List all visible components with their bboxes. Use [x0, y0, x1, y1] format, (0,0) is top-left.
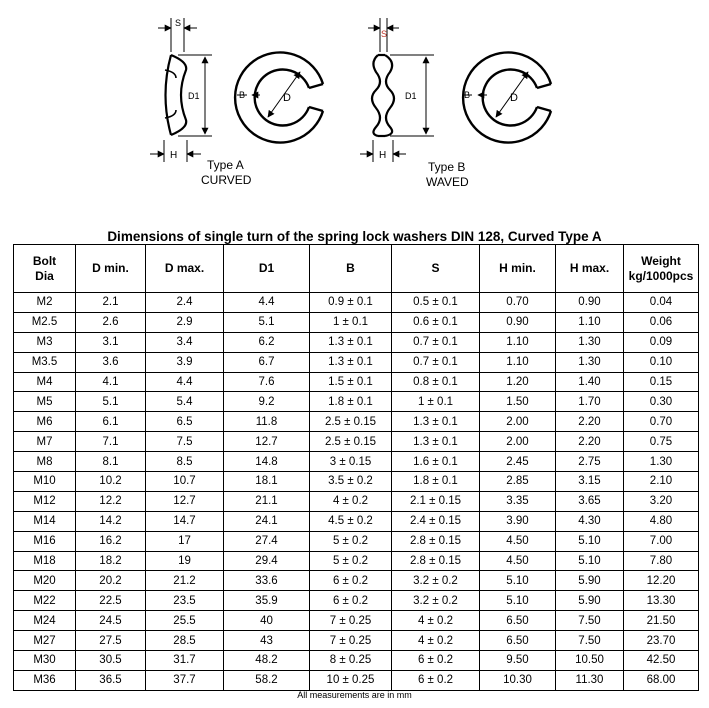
cell-d-min: 7.1: [76, 432, 146, 452]
type-b-style: WAVED: [426, 175, 469, 189]
cell-d1: 5.1: [224, 312, 310, 332]
header-weight: [624, 245, 699, 293]
cell-d-max: 19: [146, 551, 224, 571]
cell-s: 0.7 ± 0.1: [392, 332, 480, 352]
header-row: [14, 245, 699, 293]
table-row: [14, 472, 699, 492]
cell-d-min: 8.1: [76, 452, 146, 472]
cell-h-max: 2.20: [556, 432, 624, 452]
cell-h-min: 5.10: [480, 571, 556, 591]
cell-h-max: 1.40: [556, 372, 624, 392]
cell-h-min: 2.45: [480, 452, 556, 472]
cell-b: 4 ± 0.2: [310, 491, 392, 511]
cell-d1: 6.7: [224, 352, 310, 372]
header-s: S: [392, 245, 480, 293]
cell-h-min: 3.90: [480, 511, 556, 531]
type-a-side-view: [165, 55, 186, 135]
cell-d-min: 16.2: [76, 531, 146, 551]
d-label-b: D: [510, 92, 518, 104]
type-a-style: CURVED: [201, 173, 252, 187]
cell-d-max: 21.2: [146, 571, 224, 591]
cell-d1: 33.6: [224, 571, 310, 591]
header-weight-line1: Weight: [641, 253, 681, 268]
s-label-b: S: [381, 29, 388, 39]
cell-s: 1.3 ± 0.1: [392, 432, 480, 452]
cell-s: 3.2 ± 0.2: [392, 591, 480, 611]
cell-d-max: 5.4: [146, 392, 224, 412]
cell-d1: 40: [224, 611, 310, 631]
cell-b: 1.3 ± 0.1: [310, 332, 392, 352]
cell-bolt-dia: M3: [14, 332, 76, 352]
cell-d-max: 12.7: [146, 491, 224, 511]
header-bolt-line2: Dia: [35, 268, 54, 283]
cell-d-max: 3.9: [146, 352, 224, 372]
cell-h-min: 6.50: [480, 631, 556, 651]
washer-dimensions-table: [13, 244, 699, 691]
cell-d-min: 3.6: [76, 352, 146, 372]
cell-d-max: 6.5: [146, 412, 224, 432]
cell-h-max: 5.10: [556, 531, 624, 551]
cell-b: 1.8 ± 0.1: [310, 392, 392, 412]
cell-h-max: 1.70: [556, 392, 624, 412]
cell-d1: 27.4: [224, 531, 310, 551]
cell-s: 0.6 ± 0.1: [392, 312, 480, 332]
cell-h-min: 2.00: [480, 432, 556, 452]
cell-s: 3.2 ± 0.2: [392, 571, 480, 591]
cell-s: 4 ± 0.2: [392, 631, 480, 651]
cell-weight: 3.20: [624, 491, 699, 511]
cell-d-min: 3.1: [76, 332, 146, 352]
cell-s: 1.3 ± 0.1: [392, 412, 480, 432]
cell-b: 1.3 ± 0.1: [310, 352, 392, 372]
cell-d-min: 24.5: [76, 611, 146, 631]
cell-b: 5 ± 0.2: [310, 551, 392, 571]
cell-d-min: 10.2: [76, 472, 146, 492]
cell-bolt-dia: M27: [14, 631, 76, 651]
cell-bolt-dia: M24: [14, 611, 76, 631]
cell-bolt-dia: M36: [14, 670, 76, 690]
cell-h-min: 5.10: [480, 591, 556, 611]
table-row: [14, 491, 699, 511]
type-b-front-view: [463, 53, 551, 143]
cell-h-min: 3.35: [480, 491, 556, 511]
d1-label-a: D1: [188, 91, 200, 101]
cell-h-max: 1.30: [556, 352, 624, 372]
header-bolt-line1: Bolt: [32, 253, 57, 268]
cell-b: 0.9 ± 0.1: [310, 293, 392, 313]
cell-d1: 14.8: [224, 452, 310, 472]
cell-h-min: 1.10: [480, 352, 556, 372]
d1-label-b: D1: [405, 91, 417, 101]
cell-b: 7 ± 0.25: [310, 631, 392, 651]
header-weight-line2: kg/1000pcs: [628, 268, 694, 283]
cell-d1: 43: [224, 631, 310, 651]
h-label-a: H: [170, 150, 178, 161]
cell-s: 0.8 ± 0.1: [392, 372, 480, 392]
table-row: [14, 611, 699, 631]
cell-d-max: 10.7: [146, 472, 224, 492]
cell-weight: 23.70: [624, 631, 699, 651]
cell-weight: 0.10: [624, 352, 699, 372]
cell-d-max: 25.5: [146, 611, 224, 631]
cell-d-min: 18.2: [76, 551, 146, 571]
table-row: [14, 412, 699, 432]
cell-s: 2.8 ± 0.15: [392, 551, 480, 571]
cell-weight: 0.15: [624, 372, 699, 392]
cell-h-min: 2.85: [480, 472, 556, 492]
cell-h-min: 0.90: [480, 312, 556, 332]
cell-bolt-dia: M14: [14, 511, 76, 531]
cell-bolt-dia: M20: [14, 571, 76, 591]
cell-h-max: 5.90: [556, 591, 624, 611]
cell-d1: 24.1: [224, 511, 310, 531]
cell-s: 2.1 ± 0.15: [392, 491, 480, 511]
cell-weight: 4.80: [624, 511, 699, 531]
b-label-b: B: [464, 90, 471, 100]
cell-h-max: 1.10: [556, 312, 624, 332]
cell-d1: 58.2: [224, 670, 310, 690]
table-row: [14, 670, 699, 690]
cell-d-max: 4.4: [146, 372, 224, 392]
cell-b: 3.5 ± 0.2: [310, 472, 392, 492]
cell-d1: 12.7: [224, 432, 310, 452]
cell-s: 6 ± 0.2: [392, 670, 480, 690]
header-b: B: [310, 245, 392, 293]
cell-b: 2.5 ± 0.15: [310, 412, 392, 432]
type-b-side-view: [372, 55, 394, 136]
cell-bolt-dia: M12: [14, 491, 76, 511]
cell-bolt-dia: M2: [14, 293, 76, 313]
s-label-a: S: [175, 18, 182, 28]
b-label-a: B: [239, 90, 246, 100]
cell-d1: 21.1: [224, 491, 310, 511]
cell-weight: 0.30: [624, 392, 699, 412]
cell-weight: 13.30: [624, 591, 699, 611]
cell-weight: 1.30: [624, 452, 699, 472]
table-row: [14, 352, 699, 372]
cell-h-max: 10.50: [556, 651, 624, 671]
cell-d-max: 3.4: [146, 332, 224, 352]
cell-d-max: 23.5: [146, 591, 224, 611]
header-h-max: H max.: [556, 245, 624, 293]
table-row: [14, 511, 699, 531]
cell-h-max: 7.50: [556, 611, 624, 631]
cell-bolt-dia: M18: [14, 551, 76, 571]
washer-drawing: [0, 0, 709, 200]
cell-weight: 42.50: [624, 651, 699, 671]
cell-h-min: 10.30: [480, 670, 556, 690]
header-d1: D1: [224, 245, 310, 293]
cell-bolt-dia: M16: [14, 531, 76, 551]
cell-d-min: 27.5: [76, 631, 146, 651]
cell-bolt-dia: M3.5: [14, 352, 76, 372]
cell-d-max: 7.5: [146, 432, 224, 452]
cell-h-min: 2.00: [480, 412, 556, 432]
table-row: [14, 531, 699, 551]
cell-d1: 29.4: [224, 551, 310, 571]
cell-h-max: 0.90: [556, 293, 624, 313]
cell-bolt-dia: M5: [14, 392, 76, 412]
cell-d-max: 28.5: [146, 631, 224, 651]
cell-weight: 0.75: [624, 432, 699, 452]
cell-h-min: 4.50: [480, 551, 556, 571]
cell-b: 3 ± 0.15: [310, 452, 392, 472]
cell-d1: 35.9: [224, 591, 310, 611]
cell-h-max: 5.90: [556, 571, 624, 591]
cell-h-max: 11.30: [556, 670, 624, 690]
cell-weight: 0.04: [624, 293, 699, 313]
cell-h-max: 4.30: [556, 511, 624, 531]
table-title: Dimensions of single turn of the spring lock washers DIN 128, Curved Type A: [107, 229, 602, 244]
cell-d-max: 14.7: [146, 511, 224, 531]
table-row: [14, 551, 699, 571]
cell-h-max: 3.15: [556, 472, 624, 492]
cell-d-max: 31.7: [146, 651, 224, 671]
h-label-b: H: [379, 150, 387, 161]
cell-weight: 0.09: [624, 332, 699, 352]
cell-weight: 7.80: [624, 551, 699, 571]
cell-s: 2.8 ± 0.15: [392, 531, 480, 551]
cell-d1: 9.2: [224, 392, 310, 412]
cell-b: 4.5 ± 0.2: [310, 511, 392, 531]
cell-h-min: 0.70: [480, 293, 556, 313]
table-row: [14, 392, 699, 412]
cell-weight: 7.00: [624, 531, 699, 551]
cell-h-min: 1.50: [480, 392, 556, 412]
cell-b: 6 ± 0.2: [310, 591, 392, 611]
cell-d1: 4.4: [224, 293, 310, 313]
cell-weight: 2.10: [624, 472, 699, 492]
cell-bolt-dia: M22: [14, 591, 76, 611]
cell-weight: 21.50: [624, 611, 699, 631]
cell-d1: 7.6: [224, 372, 310, 392]
header-d-max: D max.: [146, 245, 224, 293]
cell-h-max: 1.30: [556, 332, 624, 352]
cell-d-min: 30.5: [76, 651, 146, 671]
cell-s: 0.5 ± 0.1: [392, 293, 480, 313]
header-bolt-dia: [14, 245, 76, 293]
cell-d1: 6.2: [224, 332, 310, 352]
table-row: [14, 372, 699, 392]
cell-weight: 0.06: [624, 312, 699, 332]
cell-h-max: 5.10: [556, 551, 624, 571]
cell-s: 1 ± 0.1: [392, 392, 480, 412]
header-h-min: H min.: [480, 245, 556, 293]
cell-s: 0.7 ± 0.1: [392, 352, 480, 372]
cell-weight: 68.00: [624, 670, 699, 690]
cell-d-max: 37.7: [146, 670, 224, 690]
cell-bolt-dia: M8: [14, 452, 76, 472]
table-row: [14, 312, 699, 332]
table-row: [14, 452, 699, 472]
cell-b: 8 ± 0.25: [310, 651, 392, 671]
cell-weight: 0.70: [624, 412, 699, 432]
cell-s: 4 ± 0.2: [392, 611, 480, 631]
cell-b: 6 ± 0.2: [310, 571, 392, 591]
cell-b: 1 ± 0.1: [310, 312, 392, 332]
cell-h-max: 2.20: [556, 412, 624, 432]
table-body: [14, 293, 699, 691]
cell-s: 2.4 ± 0.15: [392, 511, 480, 531]
cell-h-max: 3.65: [556, 491, 624, 511]
cell-b: 2.5 ± 0.15: [310, 432, 392, 452]
cell-d-min: 14.2: [76, 511, 146, 531]
measurement-footnote: All measurements are in mm: [297, 690, 412, 700]
cell-d1: 48.2: [224, 651, 310, 671]
table-row: [14, 571, 699, 591]
cell-bolt-dia: M6: [14, 412, 76, 432]
cell-bolt-dia: M30: [14, 651, 76, 671]
cell-bolt-dia: M7: [14, 432, 76, 452]
type-b-name: Type B: [428, 160, 466, 174]
cell-b: 1.5 ± 0.1: [310, 372, 392, 392]
cell-s: 1.6 ± 0.1: [392, 452, 480, 472]
cell-d-min: 2.6: [76, 312, 146, 332]
cell-d-max: 2.9: [146, 312, 224, 332]
type-a-name: Type A: [207, 158, 244, 172]
cell-s: 1.8 ± 0.1: [392, 472, 480, 492]
cell-d-min: 36.5: [76, 670, 146, 690]
cell-bolt-dia: M10: [14, 472, 76, 492]
type-a-front-view: [235, 53, 323, 143]
cell-d-min: 4.1: [76, 372, 146, 392]
cell-d-max: 2.4: [146, 293, 224, 313]
cell-b: 7 ± 0.25: [310, 611, 392, 631]
cell-b: 5 ± 0.2: [310, 531, 392, 551]
cell-d1: 11.8: [224, 412, 310, 432]
d-label-a: D: [283, 92, 291, 104]
table-row: [14, 432, 699, 452]
cell-d-min: 6.1: [76, 412, 146, 432]
cell-h-min: 1.10: [480, 332, 556, 352]
table-row: [14, 591, 699, 611]
cell-h-min: 4.50: [480, 531, 556, 551]
table-row: [14, 332, 699, 352]
table-row: [14, 293, 699, 313]
cell-d-max: 17: [146, 531, 224, 551]
cell-d1: 18.1: [224, 472, 310, 492]
cell-d-max: 8.5: [146, 452, 224, 472]
cell-h-max: 2.75: [556, 452, 624, 472]
cell-bolt-dia: M2.5: [14, 312, 76, 332]
cell-d-min: 22.5: [76, 591, 146, 611]
cell-weight: 12.20: [624, 571, 699, 591]
cell-d-min: 2.1: [76, 293, 146, 313]
header-d-min: D min.: [76, 245, 146, 293]
cell-h-max: 7.50: [556, 631, 624, 651]
cell-h-min: 6.50: [480, 611, 556, 631]
cell-b: 10 ± 0.25: [310, 670, 392, 690]
table-row: [14, 631, 699, 651]
table-row: [14, 651, 699, 671]
cell-h-min: 9.50: [480, 651, 556, 671]
cell-d-min: 12.2: [76, 491, 146, 511]
cell-h-min: 1.20: [480, 372, 556, 392]
cell-d-min: 20.2: [76, 571, 146, 591]
cell-s: 6 ± 0.2: [392, 651, 480, 671]
cell-d-min: 5.1: [76, 392, 146, 412]
cell-bolt-dia: M4: [14, 372, 76, 392]
